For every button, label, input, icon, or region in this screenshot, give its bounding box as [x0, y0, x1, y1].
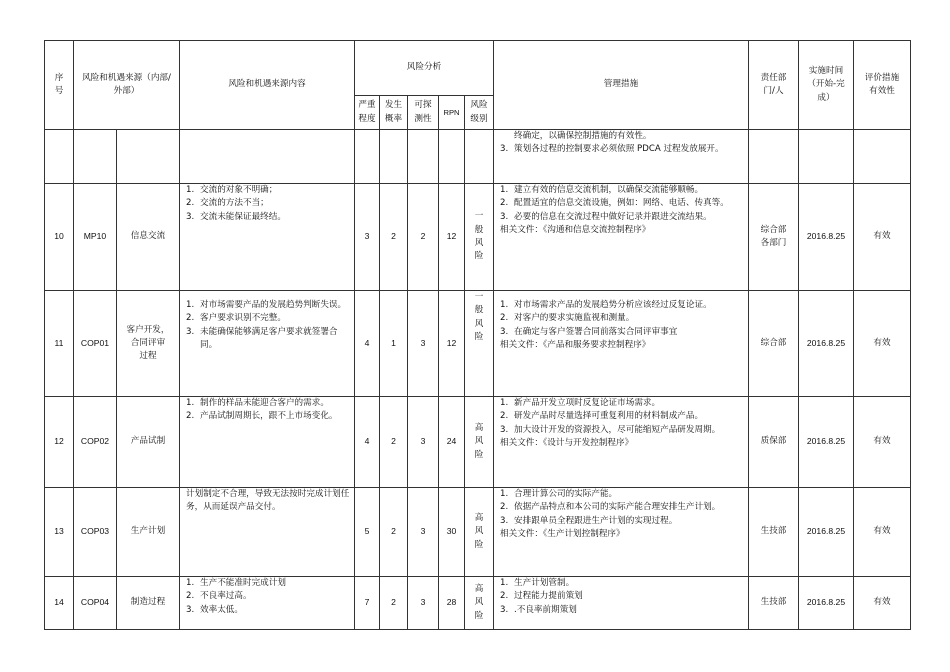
content-item: 3. 效率太低。 [186, 604, 243, 615]
content-item: 2. 产品试制周期长，跟不上市场变化。 [186, 411, 338, 422]
detect-value: 3 [408, 397, 439, 488]
continuation-row [45, 130, 911, 184]
header-content: 风险和机遇来源内容 [180, 41, 355, 130]
risk-code: COP03 [74, 488, 117, 577]
risk-source: 客户开发， 合同评审 过程 [117, 291, 180, 397]
rpn-value: 28 [439, 577, 465, 630]
responsible-dept: 生技部 [749, 577, 799, 630]
measure-item: 2. 研发产品时尽量选择可重复利用的材料制成产品。 [500, 411, 704, 422]
content-item: 2. 不良率过高。 [186, 591, 252, 602]
header-row [45, 41, 911, 96]
management-measures [494, 397, 749, 488]
row-number: 14 [45, 577, 74, 630]
risk-content [180, 577, 355, 630]
implementation-date: 2016.8.25 [799, 184, 854, 291]
measure-item: 2. 依据产品特点和本公司的实际产能合理安排生产计划。 [500, 502, 721, 513]
row-number: 12 [45, 397, 74, 488]
risk-level: 高 风 险 [465, 397, 494, 488]
risk-code: COP04 [74, 577, 117, 630]
header-detect: 可探 测性 [408, 96, 439, 130]
responsible-dept: 综合部 各部门 [749, 184, 799, 291]
risk-level: 一 般 风 险 [465, 291, 494, 397]
evaluation-result: 有效 [854, 397, 911, 488]
header-seq: 序 号 [45, 41, 74, 130]
header-severity: 严重 程度 [355, 96, 380, 130]
risk-level: 高 风 险 [465, 577, 494, 630]
content-text: 计划制定不合理，导致无法按时完成计划任务，从而延误产品交付。 [186, 489, 350, 513]
measure-item: 2. 对客户的要求实施监视和测量。 [500, 313, 635, 324]
severity-value: 3 [355, 184, 380, 291]
risk-level: 一 般 风 险 [465, 184, 494, 291]
content-item: 1. 交流的对象不明确； [186, 185, 278, 195]
responsible-dept: 质保部 [749, 397, 799, 488]
management-measures [494, 577, 749, 630]
content-item: 1. 制作的样品未能迎合客户的需求。 [186, 398, 329, 408]
risk-content [180, 397, 355, 488]
content-item: 2. 交流的方法不当； [186, 198, 269, 209]
implementation-date: 2016.8.25 [799, 488, 854, 577]
content-item: 3. 交流未能保证最终结。 [186, 211, 286, 222]
risk-code: COP02 [74, 397, 117, 488]
occurrence-value: 1 [380, 291, 408, 397]
header-measures: 管理措施 [494, 41, 749, 130]
content-item: 1. 对市场需要产品的发展趋势判断失误。 [186, 300, 347, 310]
continuation-measures [494, 130, 749, 184]
evaluation-result: 有效 [854, 488, 911, 577]
implementation-date: 2016.8.25 [799, 291, 854, 397]
measure-item: 2. 配置适宜的信息交流设施，例如：网络、电话、传真等。 [500, 198, 729, 209]
measure-item: 3. 必要的信息在交流过程中做好记录并跟进交流结果。 [500, 211, 712, 222]
risk-content [180, 488, 355, 577]
occurrence-value: 2 [380, 397, 408, 488]
rpn-value: 12 [439, 184, 465, 291]
header-level: 风险 级别 [465, 96, 494, 130]
responsible-dept: 生技部 [749, 488, 799, 577]
header-occurrence: 发生 概率 [380, 96, 408, 130]
evaluation-result: 有效 [854, 184, 911, 291]
table-row [45, 577, 911, 630]
content-item: 1. 生产不能准时完成计划 [186, 578, 286, 588]
risk-source: 信息交流 [117, 184, 180, 291]
related-document: 相关文件：《沟通和信息交流控制程序》 [500, 224, 651, 235]
measure-item: 3. 策划各过程的控制要求必须依照 PDCA 过程发放展开。 [500, 144, 724, 155]
related-document: 相关文件：《产品和服务要求控制程序》 [500, 339, 651, 350]
risk-source: 制造过程 [117, 577, 180, 630]
related-document: 相关文件：《设计与开发控制程序》 [500, 437, 634, 448]
risk-content [180, 291, 355, 397]
risk-table [44, 40, 911, 630]
measure-item: 1. 新产品开发立项时反复论证市场需求。 [500, 398, 661, 408]
rpn-value: 30 [439, 488, 465, 577]
measure-item: 1. 生产计划管制。 [500, 578, 575, 588]
related-document: 相关文件：《生产计划控制程序》 [500, 528, 625, 539]
measure-item: 3. 安排跟单员全程跟进生产计划的实现过程。 [500, 515, 678, 526]
occurrence-value: 2 [380, 184, 408, 291]
severity-value: 5 [355, 488, 380, 577]
severity-value: 4 [355, 291, 380, 397]
header-owner: 责任部 门/人 [749, 41, 799, 130]
risk-source: 生产计划 [117, 488, 180, 577]
measure-item: 3. .不良率前期策划 [500, 604, 577, 615]
implementation-date: 2016.8.25 [799, 577, 854, 630]
measure-item: 2. 过程能力提前策划 [500, 591, 583, 602]
risk-code: MP10 [74, 184, 117, 291]
measure-item: 1. 对市场需求产品的发展趋势分析应该经过反复论证。 [500, 300, 712, 310]
occurrence-value: 2 [380, 577, 408, 630]
row-number: 10 [45, 184, 74, 291]
measure-item: 终确定，以确保控制措施的有效性。 [514, 131, 652, 141]
content-item: 3. 未能确保能够满足客户要求就签署合同。 [186, 326, 338, 350]
severity-value: 7 [355, 577, 380, 630]
table-row [45, 291, 911, 397]
measure-item: 3. 加大设计开发的资源投入，尽可能缩短产品研发周期。 [500, 424, 721, 435]
measure-item: 3. 在确定与客户签署合同前落实合同评审事宜 [500, 326, 678, 337]
evaluation-result: 有效 [854, 577, 911, 630]
rpn-value: 24 [439, 397, 465, 488]
management-measures [494, 488, 749, 577]
header-source: 风险和机遇来源（内部/ 外部） [74, 41, 180, 130]
table-row [45, 488, 911, 577]
row-number: 13 [45, 488, 74, 577]
table-row [45, 184, 911, 291]
row-number: 11 [45, 291, 74, 397]
risk-source: 产品试制 [117, 397, 180, 488]
risk-level: 高 风 险 [465, 488, 494, 577]
detect-value: 3 [408, 291, 439, 397]
measure-item: 1. 合理计算公司的实际产能。 [500, 489, 618, 499]
table-row [45, 397, 911, 488]
rpn-value: 12 [439, 291, 465, 397]
measure-item: 1. 建立有效的信息交流机制，以确保交流能够顺畅。 [500, 185, 704, 195]
occurrence-value: 2 [380, 488, 408, 577]
detect-value: 3 [408, 577, 439, 630]
content-item: 2. 客户要求识别不完整。 [186, 313, 286, 324]
responsible-dept: 综合部 [749, 291, 799, 397]
severity-value: 4 [355, 397, 380, 488]
header-eval: 评价措施 有效性 [854, 41, 911, 130]
management-measures [494, 291, 749, 397]
management-measures [494, 184, 749, 291]
header-analysis: 风险分析 [355, 41, 494, 96]
implementation-date: 2016.8.25 [799, 397, 854, 488]
risk-content [180, 184, 355, 291]
detect-value: 2 [408, 184, 439, 291]
header-time: 实施时间 （开始-完 成） [799, 41, 854, 130]
risk-code: COP01 [74, 291, 117, 397]
header-rpn: RPN [439, 96, 465, 130]
evaluation-result: 有效 [854, 291, 911, 397]
detect-value: 3 [408, 488, 439, 577]
